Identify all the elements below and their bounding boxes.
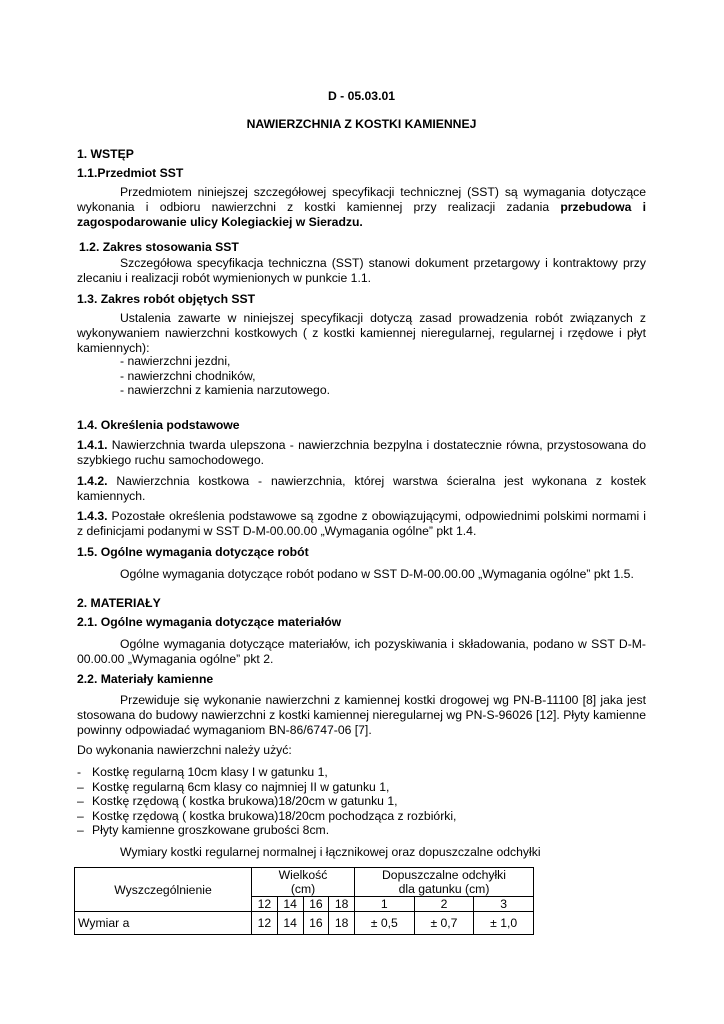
section-1-4-3-number: 1.4.3. — [77, 509, 108, 523]
section-1-5-text: Ogólne wymagania dotyczące robót podano w SST D-M-00.00.00 „Wymagania ogólne” pkt 1.5. — [120, 567, 634, 581]
list-item-text: Płyty kamienne groszkowane grubości 8cm. — [92, 823, 330, 837]
section-2-2-heading: 2.2. Materiały kamienne — [77, 672, 214, 686]
list-dash: - — [77, 765, 82, 779]
list-item-text: Kostkę regularną 10cm klasy I w gatunku 1, — [92, 765, 328, 779]
table-cell: 12 — [252, 912, 278, 935]
list-item-text: Kostkę regularną 6cm klasy co najmniej II w gatunku 1, — [92, 780, 390, 794]
table-header-grade-cell: 2 — [414, 897, 474, 912]
table-cell: ± 1,0 — [474, 912, 534, 935]
section-1-4-2-number: 1.4.2. — [77, 474, 108, 488]
table-row-label: Wymiar a — [75, 912, 252, 935]
table-header-size-cell: 18 — [329, 897, 355, 912]
table-cell: 16 — [303, 912, 329, 935]
section-1-4-2-body: Nawierzchnia kostkowa - nawierzchnia, której warstwa ścieralna jest wykonana z kostek kamiennych. — [77, 474, 646, 503]
list-dash: – — [77, 823, 84, 837]
section-1-4-3-text — [77, 509, 646, 539]
table-header-size-cell: 14 — [277, 897, 303, 912]
table-header-size: Wielkość (cm) — [252, 868, 355, 897]
list-item: - nawierzchni chodników, — [120, 369, 256, 383]
section-1-1-text-b: przebudowa i zagospodarowanie ulicy Kolegiackiej w Sieradzu. — [77, 200, 647, 229]
list-item-text: Kostkę rzędową ( kostka brukowa)18/20cm w gatunku 1, — [92, 794, 398, 808]
section-1-4-1-number: 1.4.1. — [77, 438, 108, 452]
doc-title: NAWIERZCHNIA Z KOSTKI KAMIENNEJ — [246, 117, 477, 131]
table-cell: ± 0,5 — [355, 912, 415, 935]
list-item: - nawierzchni z kamienia narzutowego. — [120, 383, 330, 397]
section-1-2-text: Szczegółowa specyfikacja techniczna (SST) stanowi dokument przetargowy i kontraktowy przy zlecaniu i realizacji robót wymienionych w punkcie 1.1. — [77, 256, 646, 285]
section-1-1-text-a: Przedmiotem niniejszej szczegółowej specyfikacji technicznej (SST) są wymagania dotyczące wykonania i odbioru nawierzchni z kostki kamiennej przy realizacji zadania — [77, 185, 646, 214]
table-cell: 18 — [329, 912, 355, 935]
section-1-2-heading: 1.2. Zakres stosowania SST — [79, 240, 239, 254]
section-2-1-text: Ogólne wymagania dotyczące materiałów, ich pozyskiwania i składowania, podano w SST D-M-00.00.00 „Wymagania ogólne” pkt 2. — [77, 637, 646, 666]
list-dash: – — [77, 809, 84, 823]
table-cell: ± 0,7 — [414, 912, 474, 935]
table-row — [75, 912, 534, 935]
section-2-heading: 2. MATERIAŁY — [77, 596, 161, 610]
table-caption: Wymiary kostki regularnej normalnej i łącznikowej oraz dopuszczalne odchyłki — [120, 845, 541, 859]
section-1-4-3-body: Pozostałe określenia podstawowe są zgodne z obowiązującymi, odpowiednimi polskimi normami i z definicjami podanymi w SST D-M-00.00.00 „Wymagania ogólne” pkt 1.4. — [77, 509, 646, 538]
section-1-5-heading: 1.5. Ogólne wymagania dotyczące robót — [77, 545, 309, 559]
list-dash: – — [77, 780, 84, 794]
doc-code: D - 05.03.01 — [327, 89, 396, 103]
section-1-heading: 1. WSTĘP — [77, 147, 134, 161]
section-1-4-1-body: Nawierzchnia twarda ulepszona - nawierzchnia bezpylna i dostatecznie równa, przystosowana do szybkiego ruchu samochodowego. — [77, 438, 646, 467]
section-1-3-heading: 1.3. Zakres robót objętych SST — [77, 292, 256, 306]
table-header-deviation: Dopuszczalne odchyłki dla gatunku (cm) — [355, 868, 534, 897]
list-item: - nawierzchni jezdni, — [120, 354, 231, 368]
table-header-grade-cell: 3 — [474, 897, 534, 912]
table-header-label: Wyszczególnienie — [75, 868, 252, 912]
section-1-1-text — [77, 185, 646, 230]
dimensions-table — [74, 867, 534, 935]
list-item-text: Kostkę rzędową ( kostka brukowa)18/20cm pochodząca z rozbiórki, — [92, 809, 457, 823]
section-1-3-text: Ustalenia zawarte w niniejszej specyfikacji dotyczą zasad prowadzenia robót związanych z wykonywaniem nawierzchni kostkowych ( z kostki kamiennej nieregularnej, regularnej i rzędowe i płyt kamiennych): — [77, 311, 646, 355]
table-header-size-cell: 12 — [252, 897, 278, 912]
list-dash: – — [77, 794, 84, 808]
section-2-2-intro: Do wykonania nawierzchni należy użyć: — [77, 743, 292, 757]
table-cell: 14 — [277, 912, 303, 935]
section-2-1-heading: 2.1. Ogólne wymagania dotyczące materiałów — [77, 615, 342, 629]
section-1-1-heading: 1.1.Przedmiot SST — [77, 166, 184, 180]
table-header-size-cell: 16 — [303, 897, 329, 912]
section-1-4-1-text — [77, 438, 646, 468]
section-2-2-text: Przewiduje się wykonanie nawierzchni z kamiennej kostki drogowej wg PN-B-11100 [8] jaka jest stosowana do budowy nawierzchni z kostki kamiennej nieregularnej wg PN-S-96026 [12]. Płyty kamienne powinny odpowiadać wymaganiom BN-86/6747-06 [7]. — [77, 693, 646, 737]
section-1-4-heading: 1.4. Określenia podstawowe — [77, 418, 240, 432]
table-header-grade-cell: 1 — [355, 897, 415, 912]
section-1-4-2-text — [77, 474, 646, 504]
